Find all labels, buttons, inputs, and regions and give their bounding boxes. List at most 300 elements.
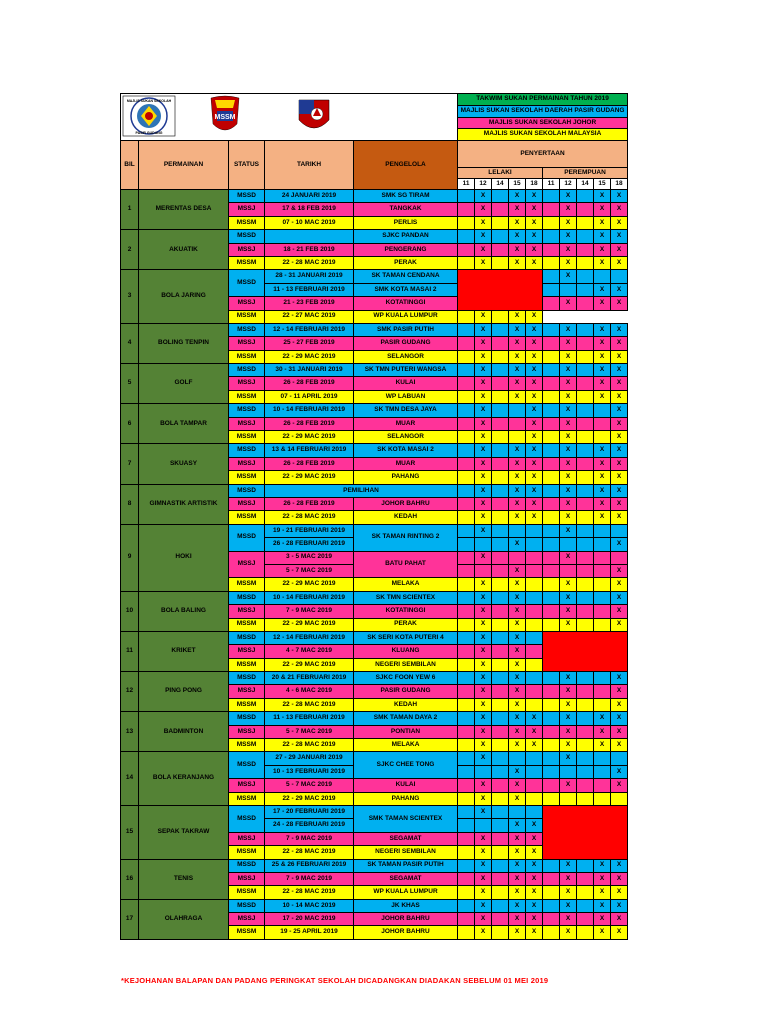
entry-mark xyxy=(492,752,509,765)
entry-mark: X xyxy=(560,390,577,403)
entry-mark xyxy=(492,578,509,591)
entry-mark: X xyxy=(475,859,492,872)
entry-mark: X xyxy=(560,484,577,497)
status-badge: MSSD xyxy=(229,752,265,779)
entry-mark xyxy=(509,752,526,765)
entry-mark xyxy=(594,404,611,417)
entry-mark xyxy=(543,471,560,484)
entry-mark: X xyxy=(611,444,628,457)
organizer: MUAR xyxy=(354,417,458,430)
entry-mark: X xyxy=(594,190,611,203)
entry-mark: X xyxy=(560,899,577,912)
organizer: SK SERI KOTA PUTERI 4 xyxy=(354,631,458,644)
entry-mark xyxy=(577,390,594,403)
entry-mark xyxy=(526,618,543,631)
entry-mark xyxy=(577,551,594,564)
entry-mark xyxy=(458,310,475,323)
entry-mark xyxy=(492,685,509,698)
status-badge: MSSM xyxy=(229,846,265,859)
row-number: 9 xyxy=(121,524,139,591)
organizer: SELANGOR xyxy=(354,350,458,363)
entry-mark: X xyxy=(526,913,543,926)
entry-mark xyxy=(492,564,509,577)
organizer: NEGERI SEMBILAN xyxy=(354,658,458,671)
entry-mark xyxy=(543,886,560,899)
entry-mark xyxy=(458,645,475,658)
entry-mark xyxy=(577,725,594,738)
entry-mark: X xyxy=(594,377,611,390)
organizer: MELAKA xyxy=(354,739,458,752)
entry-mark xyxy=(543,190,560,203)
entry-mark: X xyxy=(509,672,526,685)
entry-mark xyxy=(594,564,611,577)
entry-mark: X xyxy=(594,444,611,457)
entry-mark: X xyxy=(611,886,628,899)
entry-mark: X xyxy=(594,913,611,926)
entry-mark xyxy=(458,752,475,765)
status-badge: MSSJ xyxy=(229,497,265,510)
entry-mark: X xyxy=(611,216,628,229)
entry-mark xyxy=(492,484,509,497)
mssm-logo xyxy=(211,96,239,130)
entry-mark xyxy=(543,230,560,243)
entry-mark: X xyxy=(611,765,628,778)
entry-mark: X xyxy=(594,872,611,885)
status-badge: MSSD xyxy=(229,484,265,497)
status-badge: MSSJ xyxy=(229,685,265,698)
entry-mark: X xyxy=(475,431,492,444)
date: 12 - 14 FEBRUARI 2019 xyxy=(265,631,354,644)
row-number: 3 xyxy=(121,270,139,324)
entry-mark xyxy=(492,457,509,470)
entry-mark: X xyxy=(475,497,492,510)
date: 10 - 13 FEBRUARI 2019 xyxy=(265,765,354,778)
entry-mark xyxy=(526,792,543,805)
entry-mark: X xyxy=(526,230,543,243)
date: 07 - 11 APRIL 2019 xyxy=(265,390,354,403)
entry-mark: X xyxy=(475,377,492,390)
entry-mark xyxy=(577,270,594,283)
entry-mark xyxy=(492,444,509,457)
entry-mark xyxy=(509,417,526,430)
date: 22 - 28 MAC 2019 xyxy=(265,698,354,711)
entry-mark xyxy=(458,551,475,564)
date: 20 & 21 FEBRUARI 2019 xyxy=(265,672,354,685)
entry-mark: X xyxy=(475,712,492,725)
date: 22 - 29 MAC 2019 xyxy=(265,658,354,671)
status-badge: MSSD xyxy=(229,859,265,872)
header-age: 12 xyxy=(560,179,577,190)
entry-mark: X xyxy=(509,725,526,738)
row-number: 16 xyxy=(121,859,139,899)
entry-mark xyxy=(492,645,509,658)
table-row xyxy=(121,364,628,377)
row-number: 1 xyxy=(121,190,139,230)
entry-mark: X xyxy=(560,886,577,899)
entry-mark: X xyxy=(509,243,526,256)
date: 22 - 29 MAC 2019 xyxy=(265,618,354,631)
organizer: SMK KOTA MASAI 2 xyxy=(354,283,458,296)
status-badge: MSSM xyxy=(229,471,265,484)
entry-mark: X xyxy=(560,230,577,243)
entry-mark xyxy=(577,190,594,203)
row-number: 5 xyxy=(121,364,139,404)
header-tarikh: TARIKH xyxy=(265,141,354,190)
status-badge: MSSM xyxy=(229,618,265,631)
date: 22 - 28 MAC 2019 xyxy=(265,846,354,859)
status-badge: MSSD xyxy=(229,899,265,912)
mssd-pasir-gudang-logo xyxy=(123,96,175,136)
entry-mark xyxy=(577,457,594,470)
entry-mark xyxy=(543,698,560,711)
entry-mark xyxy=(526,605,543,618)
organizer: PERAK xyxy=(354,256,458,269)
entry-mark: X xyxy=(509,631,526,644)
entry-mark: X xyxy=(509,444,526,457)
entry-mark: X xyxy=(560,605,577,618)
entry-mark: X xyxy=(526,404,543,417)
sport-name: BOLA JARING xyxy=(139,270,229,324)
entry-mark: X xyxy=(611,230,628,243)
entry-mark: X xyxy=(594,283,611,296)
date: 22 - 29 MAC 2019 xyxy=(265,471,354,484)
entry-mark: X xyxy=(475,471,492,484)
date: 5 - 7 MAC 2019 xyxy=(265,725,354,738)
entry-mark: X xyxy=(509,364,526,377)
entry-mark xyxy=(492,618,509,631)
organizer: SK KOTA MASAI 2 xyxy=(354,444,458,457)
entry-mark xyxy=(594,431,611,444)
no-entry-block xyxy=(543,631,628,671)
entry-mark: X xyxy=(560,203,577,216)
entry-mark xyxy=(458,605,475,618)
header-bil: BIL xyxy=(121,141,139,190)
entry-mark: X xyxy=(560,497,577,510)
date xyxy=(265,230,354,243)
entry-mark xyxy=(594,591,611,604)
status-badge: MSSD xyxy=(229,323,265,336)
entry-mark: X xyxy=(560,457,577,470)
entry-mark xyxy=(492,538,509,551)
entry-mark xyxy=(526,645,543,658)
status-badge: MSSJ xyxy=(229,551,265,578)
status-badge: MSSM xyxy=(229,886,265,899)
entry-mark xyxy=(458,578,475,591)
date: 5 - 7 MAC 2019 xyxy=(265,779,354,792)
date: 17 - 20 MAC 2019 xyxy=(265,913,354,926)
entry-mark xyxy=(509,404,526,417)
title-mssj: MAJLIS SUKAN SEKOLAH JOHOR xyxy=(458,117,628,129)
header-perempuan: PEREMPUAN xyxy=(543,168,628,179)
entry-mark: X xyxy=(611,564,628,577)
entry-mark: X xyxy=(560,685,577,698)
entry-mark: X xyxy=(560,431,577,444)
entry-mark: X xyxy=(611,471,628,484)
date: 10 - 14 MAC 2019 xyxy=(265,899,354,912)
entry-mark: X xyxy=(560,471,577,484)
entry-mark xyxy=(526,752,543,765)
entry-mark: X xyxy=(594,323,611,336)
entry-mark: X xyxy=(475,417,492,430)
entry-mark: X xyxy=(526,310,543,323)
entry-mark xyxy=(543,270,560,283)
entry-mark: X xyxy=(509,497,526,510)
organizer: MELAKA xyxy=(354,578,458,591)
organizer: KEDAH xyxy=(354,511,458,524)
status-badge: MSSD xyxy=(229,364,265,377)
entry-mark xyxy=(594,672,611,685)
entry-mark: X xyxy=(611,538,628,551)
row-number: 2 xyxy=(121,230,139,270)
organizer: SMK TAMAN DAYA 2 xyxy=(354,712,458,725)
entry-mark xyxy=(594,779,611,792)
entry-mark xyxy=(543,792,560,805)
entry-mark xyxy=(543,283,560,296)
date: 22 - 28 MAC 2019 xyxy=(265,256,354,269)
entry-mark xyxy=(492,913,509,926)
row-number: 12 xyxy=(121,672,139,712)
status-badge: MSSD xyxy=(229,712,265,725)
organizer: JOHOR BAHRU xyxy=(354,497,458,510)
entry-mark: X xyxy=(509,591,526,604)
entry-mark xyxy=(577,364,594,377)
entry-mark xyxy=(543,203,560,216)
entry-mark xyxy=(458,739,475,752)
entry-mark: X xyxy=(509,230,526,243)
entry-mark: X xyxy=(509,564,526,577)
entry-mark xyxy=(458,457,475,470)
entry-mark: X xyxy=(560,444,577,457)
entry-mark: X xyxy=(475,578,492,591)
entry-mark: X xyxy=(611,377,628,390)
entry-mark xyxy=(543,337,560,350)
entry-mark xyxy=(577,256,594,269)
entry-mark: X xyxy=(560,872,577,885)
entry-mark: X xyxy=(611,605,628,618)
date: 26 - 28 FEBRUARI 2019 xyxy=(265,538,354,551)
table-row xyxy=(121,444,628,457)
date: 24 - 28 FEBRUARI 2019 xyxy=(265,819,354,832)
table-row xyxy=(121,230,628,243)
entry-mark xyxy=(458,712,475,725)
entry-mark xyxy=(492,390,509,403)
entry-mark xyxy=(509,431,526,444)
header-age: 15 xyxy=(509,179,526,190)
entry-mark: X xyxy=(526,471,543,484)
entry-mark: X xyxy=(475,752,492,765)
entry-mark xyxy=(526,591,543,604)
entry-mark: X xyxy=(526,511,543,524)
entry-mark xyxy=(543,913,560,926)
entry-mark xyxy=(492,203,509,216)
entry-mark: X xyxy=(560,618,577,631)
organizer: KOTATINGGI xyxy=(354,297,458,310)
entry-mark: X xyxy=(509,605,526,618)
entry-mark: X xyxy=(509,658,526,671)
entry-mark: X xyxy=(560,913,577,926)
entry-mark: X xyxy=(509,872,526,885)
mssj-logo xyxy=(299,100,329,128)
entry-mark xyxy=(577,431,594,444)
entry-mark: X xyxy=(526,725,543,738)
entry-mark: X xyxy=(509,578,526,591)
entry-mark: X xyxy=(475,926,492,939)
entry-mark xyxy=(577,350,594,363)
entry-mark: X xyxy=(509,819,526,832)
entry-mark: X xyxy=(509,846,526,859)
entry-mark: X xyxy=(594,297,611,310)
header-permainan: PERMAINAN xyxy=(139,141,229,190)
entry-mark xyxy=(492,511,509,524)
entry-mark: X xyxy=(475,203,492,216)
organizer: SK TMN SCIENTEX xyxy=(354,591,458,604)
entry-mark xyxy=(594,685,611,698)
entry-mark: X xyxy=(594,471,611,484)
entry-mark: X xyxy=(475,779,492,792)
entry-mark xyxy=(492,805,509,818)
entry-mark xyxy=(577,203,594,216)
calendar-sheet xyxy=(120,93,628,940)
organizer: TANGKAK xyxy=(354,203,458,216)
organizer: JOHOR BAHRU xyxy=(354,913,458,926)
organizer: SJKC PANDAN xyxy=(354,230,458,243)
entry-mark xyxy=(492,497,509,510)
entry-mark: X xyxy=(475,591,492,604)
entry-mark xyxy=(577,926,594,939)
entry-mark xyxy=(560,283,577,296)
row-number: 6 xyxy=(121,404,139,444)
entry-mark: X xyxy=(526,364,543,377)
organizer: JOHOR BAHRU xyxy=(354,926,458,939)
entry-mark: X xyxy=(611,390,628,403)
status-badge: MSSD xyxy=(229,591,265,604)
entry-mark xyxy=(594,605,611,618)
organizer: SEGAMAT xyxy=(354,832,458,845)
entry-mark xyxy=(577,497,594,510)
sport-name: PING PONG xyxy=(139,672,229,712)
entry-mark xyxy=(526,564,543,577)
entry-mark: X xyxy=(594,484,611,497)
entry-mark: X xyxy=(560,698,577,711)
entry-mark: X xyxy=(611,417,628,430)
row-number: 15 xyxy=(121,805,139,859)
entry-mark xyxy=(577,872,594,885)
entry-mark xyxy=(492,819,509,832)
organizer: SELANGOR xyxy=(354,431,458,444)
entry-mark xyxy=(458,672,475,685)
sport-name: TENIS xyxy=(139,859,229,899)
entry-mark xyxy=(577,712,594,725)
organizer: SMK PASIR PUTIH xyxy=(354,323,458,336)
entry-mark: X xyxy=(594,243,611,256)
status-badge: MSSJ xyxy=(229,243,265,256)
entry-mark xyxy=(458,685,475,698)
date: 11 - 13 FEBRUARI 2019 xyxy=(265,712,354,725)
entry-mark xyxy=(492,256,509,269)
entry-mark xyxy=(492,431,509,444)
entry-mark xyxy=(458,243,475,256)
entry-mark xyxy=(475,564,492,577)
entry-mark: X xyxy=(526,872,543,885)
entry-mark: X xyxy=(475,725,492,738)
entry-mark: X xyxy=(475,872,492,885)
entry-mark: X xyxy=(594,511,611,524)
entry-mark xyxy=(492,350,509,363)
status-badge: MSSJ xyxy=(229,832,265,845)
header-status: STATUS xyxy=(229,141,265,190)
entry-mark xyxy=(458,779,475,792)
entry-mark xyxy=(526,524,543,537)
entry-mark: X xyxy=(611,578,628,591)
entry-mark: X xyxy=(594,203,611,216)
title-takwim: TAKWIM SUKAN PERMAINAN TAHUN 2019 xyxy=(458,94,628,106)
row-number: 17 xyxy=(121,899,139,939)
entry-mark xyxy=(458,364,475,377)
entry-mark: X xyxy=(475,230,492,243)
organizer: JK KHAS xyxy=(354,899,458,912)
entry-mark: X xyxy=(560,337,577,350)
entry-mark: X xyxy=(526,377,543,390)
entry-mark xyxy=(543,779,560,792)
entry-mark xyxy=(543,350,560,363)
entry-mark xyxy=(458,832,475,845)
date: 30 - 31 JANUARI 2019 xyxy=(265,364,354,377)
entry-mark: X xyxy=(611,859,628,872)
entry-mark: X xyxy=(509,256,526,269)
entry-mark xyxy=(526,551,543,564)
entry-mark xyxy=(509,805,526,818)
entry-mark xyxy=(458,564,475,577)
entry-mark: X xyxy=(560,364,577,377)
entry-mark: X xyxy=(475,444,492,457)
entry-mark xyxy=(458,511,475,524)
entry-mark: X xyxy=(611,591,628,604)
status-badge: MSSM xyxy=(229,792,265,805)
entry-mark xyxy=(492,725,509,738)
header-age: 11 xyxy=(543,179,560,190)
date: 7 - 9 MAC 2019 xyxy=(265,605,354,618)
entry-mark: X xyxy=(526,337,543,350)
entry-mark: X xyxy=(526,256,543,269)
entry-mark xyxy=(458,792,475,805)
entry-mark xyxy=(492,216,509,229)
entry-mark: X xyxy=(475,832,492,845)
organizer: KLUANG xyxy=(354,645,458,658)
date: 25 & 26 FEBRUARI 2019 xyxy=(265,859,354,872)
status-badge: MSSM xyxy=(229,350,265,363)
entry-mark: X xyxy=(594,899,611,912)
header-age: 18 xyxy=(526,179,543,190)
sport-name: KRIKET xyxy=(139,631,229,671)
entry-mark: X xyxy=(509,538,526,551)
date: 07 - 10 MAC 2019 xyxy=(265,216,354,229)
date: 28 - 31 JANUARI 2019 xyxy=(265,270,354,283)
entry-mark xyxy=(577,886,594,899)
entry-mark xyxy=(492,524,509,537)
status-badge: MSSD xyxy=(229,805,265,832)
entry-mark: X xyxy=(509,203,526,216)
date: 24 JANUARI 2019 xyxy=(265,190,354,203)
date: 17 & 18 FEB 2019 xyxy=(265,203,354,216)
entry-mark: X xyxy=(560,926,577,939)
status-badge: MSSJ xyxy=(229,457,265,470)
entry-mark: X xyxy=(509,350,526,363)
entry-mark xyxy=(594,792,611,805)
entry-mark: X xyxy=(611,323,628,336)
entry-mark xyxy=(611,792,628,805)
entry-mark xyxy=(492,417,509,430)
date: 10 - 14 FEBRUARI 2019 xyxy=(265,591,354,604)
